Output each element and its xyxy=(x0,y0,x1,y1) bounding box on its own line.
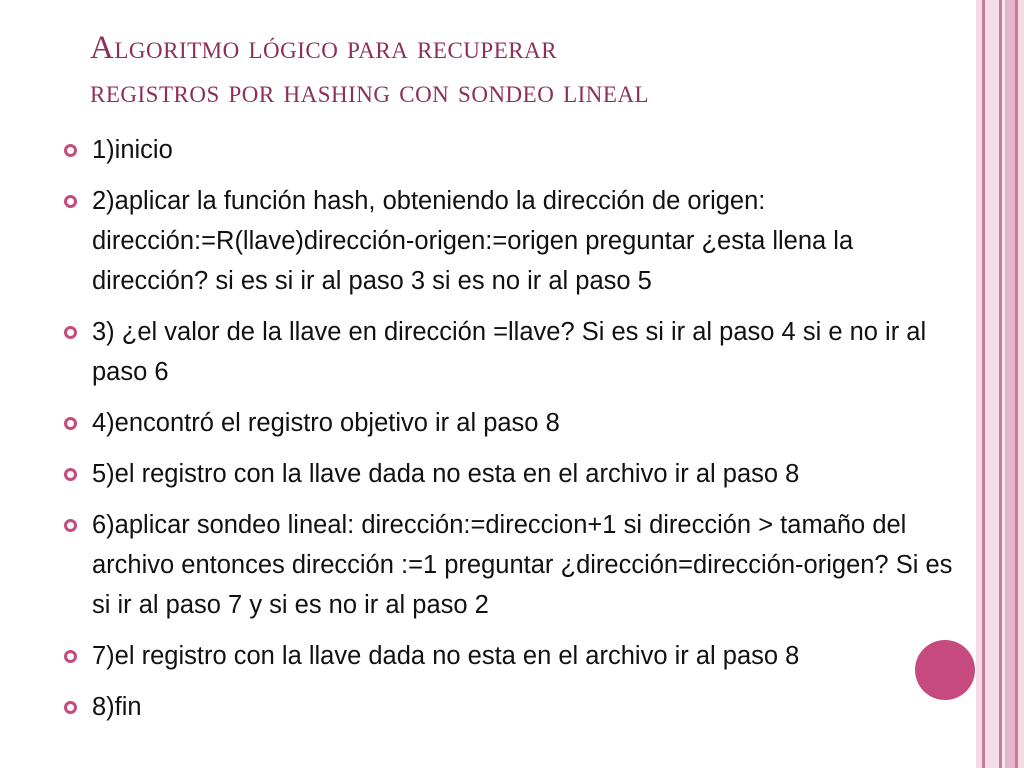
list-item xyxy=(64,454,964,494)
bullet-ring-icon xyxy=(64,519,77,532)
list-item-text: 4)encontró el registro objetivo ir al paso 8 xyxy=(92,409,560,437)
list-item xyxy=(64,636,964,676)
list-item xyxy=(64,505,964,625)
slide-title xyxy=(90,26,970,114)
decorative-side-stripes xyxy=(976,0,1024,768)
bullet-list xyxy=(64,130,964,738)
list-item xyxy=(64,403,964,443)
list-item-text: 3) ¿el valor de la llave en dirección =llave? Si es si ir al paso 4 si e no ir al paso 6 xyxy=(92,318,927,386)
slide-title-line-2: registros por hashing con sondeo lineal xyxy=(90,74,650,110)
bullet-ring-icon xyxy=(64,417,77,430)
list-item-text: 7)el registro con la llave dada no esta en el archivo ir al paso 8 xyxy=(92,642,800,670)
list-item xyxy=(64,312,964,392)
list-item-text: 2)aplicar la función hash, obteniendo la dirección de origen: dirección:=R(llave)dirección-origen:=origen preguntar ¿esta llena la dirección? si es si ir al paso 3 si es no ir al paso 5 xyxy=(92,187,854,295)
list-item-text: 8)fin xyxy=(92,693,142,721)
bullet-ring-icon xyxy=(64,468,77,481)
slide-title-line-1: Algoritmo lógico para recuperar xyxy=(90,30,558,66)
list-item xyxy=(64,181,964,301)
bullet-ring-icon xyxy=(64,195,77,208)
bullet-ring-icon xyxy=(64,326,77,339)
list-item-text: 1)inicio xyxy=(92,136,173,164)
list-item-text: 6)aplicar sondeo lineal: dirección:=direccion+1 si dirección > tamaño del archivo entonces dirección :=1 preguntar ¿dirección=dirección-origen? Si es si ir al paso 7 y si es no ir al paso 2 xyxy=(92,511,953,619)
list-item-text: 5)el registro con la llave dada no esta en el archivo ir al paso 8 xyxy=(92,460,800,488)
bullet-ring-icon xyxy=(64,701,77,714)
list-item xyxy=(64,130,964,170)
list-item xyxy=(64,687,964,727)
bullet-ring-icon xyxy=(64,650,77,663)
bullet-ring-icon xyxy=(64,144,77,157)
